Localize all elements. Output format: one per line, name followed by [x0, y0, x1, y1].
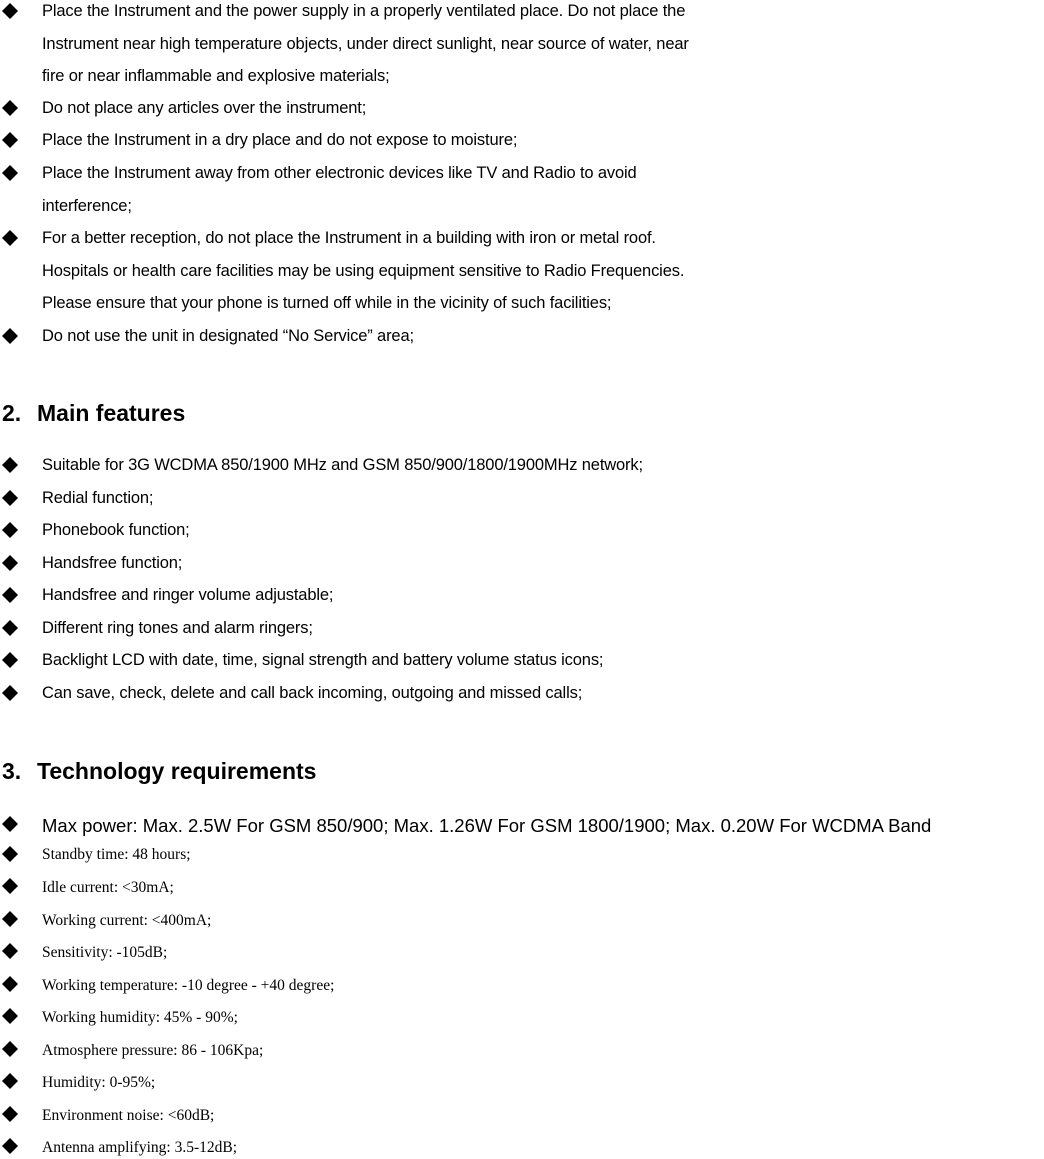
list-item-text: Handsfree and ringer volume adjustable; — [42, 586, 334, 604]
list-item-text: Do not use the unit in designated “No Service” area; — [42, 327, 414, 345]
list-item-text: Working current: <400mA; — [42, 912, 212, 929]
list-item-text: Environment noise: <60dB; — [42, 1107, 215, 1124]
black-diamond-icon — [2, 1008, 18, 1024]
black-diamond-icon — [2, 490, 18, 506]
black-diamond-icon — [2, 1106, 18, 1122]
list-item-text: Place the Instrument away from other electronic devices like TV and Radio to avoid — [42, 164, 637, 182]
black-diamond-icon — [2, 816, 18, 832]
list-item-text: fire or near inflammable and explosive materials; — [42, 67, 390, 85]
black-diamond-icon — [2, 457, 18, 473]
list-item-text: Idle current: <30mA; — [42, 879, 174, 896]
list-item-text: Working humidity: 45% - 90%; — [42, 1009, 238, 1026]
list-item-text: Instrument near high temperature objects, under direct sunlight, near source of water, near — [42, 34, 689, 53]
black-diamond-icon — [2, 911, 18, 927]
black-diamond-icon — [2, 3, 18, 19]
list-item-text: For a better reception, do not place the Instrument in a building with iron or metal roof. — [42, 229, 656, 247]
list-item-text: Different ring tones and alarm ringers; — [42, 619, 313, 637]
list-item-text: Antenna amplifying: 3.5-12dB; — [42, 1139, 238, 1156]
black-diamond-icon — [2, 555, 18, 571]
list-item-text: Place the Instrument in a dry place and do not expose to moisture; — [42, 131, 518, 149]
list-item-text: Atmosphere pressure: 86 - 106Kpa; — [42, 1042, 264, 1059]
black-diamond-icon — [2, 132, 18, 148]
list-item-text: Standby time: 48 hours; — [42, 846, 191, 863]
black-diamond-icon — [2, 685, 18, 701]
black-diamond-icon — [2, 1138, 18, 1154]
black-diamond-icon — [2, 1041, 18, 1057]
section-title: Main features — [37, 400, 186, 426]
section-title: Technology requirements — [37, 758, 317, 784]
black-diamond-icon — [2, 100, 18, 116]
list-item-text: Phonebook function; — [42, 521, 190, 539]
black-diamond-icon — [2, 1073, 18, 1089]
list-item-text: Place the Instrument and the power supply in a properly ventilated place. Do not place the — [42, 2, 686, 20]
list-item-text: interference; — [42, 196, 132, 215]
black-diamond-icon — [2, 652, 18, 668]
list-item-text: Redial function; — [42, 489, 154, 507]
black-diamond-icon — [2, 846, 18, 862]
black-diamond-icon — [2, 620, 18, 636]
list-item-text: Please ensure that your phone is turned off while in the vicinity of such facilities; — [42, 294, 612, 312]
list-item-text: Working temperature: -10 degree - +40 degree; — [42, 977, 335, 994]
black-diamond-icon — [2, 976, 18, 992]
black-diamond-icon — [2, 230, 18, 246]
list-item-text: Suitable for 3G WCDMA 850/1900 MHz and GSM 850/900/1800/1900MHz network; — [42, 456, 643, 474]
black-diamond-icon — [2, 522, 18, 538]
black-diamond-icon — [2, 943, 18, 959]
section-number: 3. — [2, 758, 22, 784]
list-item-text: Handsfree function; — [42, 554, 183, 572]
list-item-text: Do not place any articles over the instrument; — [42, 99, 367, 117]
black-diamond-icon — [2, 328, 18, 344]
black-diamond-icon — [2, 587, 18, 603]
section-number: 2. — [2, 400, 22, 426]
black-diamond-icon — [2, 878, 18, 894]
list-item-text: Hospitals or health care facilities may be using equipment sensitive to Radio Frequencies. — [42, 261, 685, 280]
list-item-text: Sensitivity: -105dB; — [42, 944, 168, 961]
black-diamond-icon — [2, 165, 18, 181]
list-item-text: Can save, check, delete and call back incoming, outgoing and missed calls; — [42, 684, 583, 702]
list-item-text: Backlight LCD with date, time, signal strength and battery volume status icons; — [42, 651, 604, 669]
list-item-text: Max power: Max. 2.5W For GSM 850/900; Max. 1.26W For GSM 1800/1900; Max. 0.20W For WCDMA Band — [42, 815, 932, 836]
list-item-text: Humidity: 0-95%; — [42, 1074, 156, 1091]
